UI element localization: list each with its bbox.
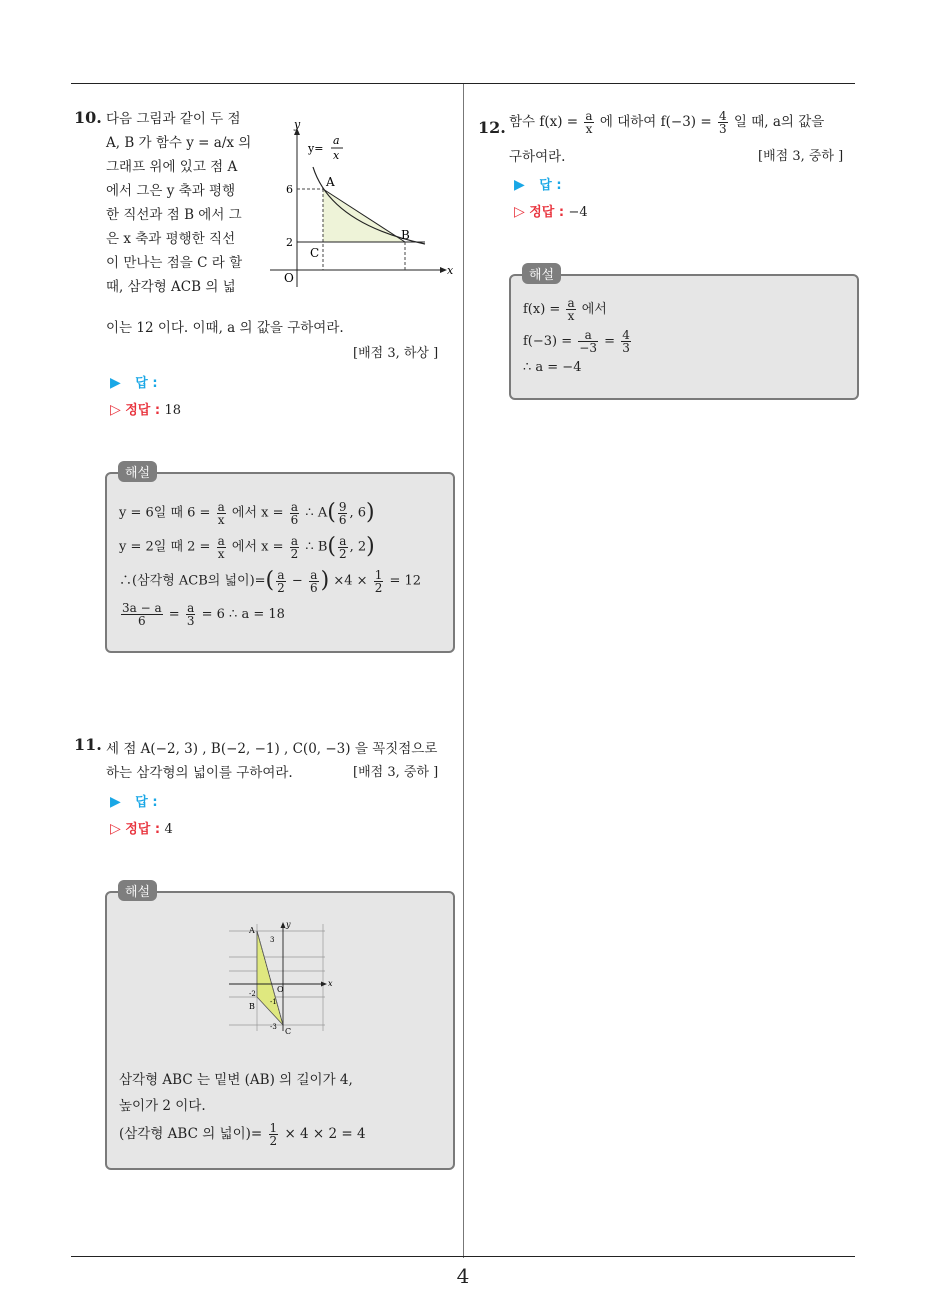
q12-sol-line-1: f(x) = $\frac{a}{x}$ 에서 — [523, 296, 607, 323]
q11-solution-tag: 해설 — [118, 880, 157, 901]
q11-origin: O — [277, 985, 284, 994]
q11-point-b: B — [249, 1002, 255, 1011]
q10-point-b: B — [401, 228, 410, 242]
q11-sol-line-3: (삼각형 ABC 의 넓이)= $\frac{1}{2}$ × 4 × 2 = 4 — [119, 1121, 366, 1148]
q10-sol-line-2: y = 2일 때 2 = $\frac{a}{x}$ 에서 x = $\frac{a}{2}$ ∴ B( $\frac{a}{2}$ , 2) — [119, 533, 375, 561]
footer-rule — [71, 1256, 855, 1257]
q10-point-a: A — [326, 175, 335, 189]
page-number: 4 — [456, 1264, 470, 1288]
q11-points: [배점 3, 중하 ] — [353, 765, 439, 780]
q10-func-d: x — [333, 149, 340, 162]
frac: $\frac{1}{2}$ — [269, 1121, 278, 1148]
frac: $\frac{a}{2}$ — [277, 567, 285, 595]
correct-label: 정답 : — [125, 822, 161, 837]
answer-label: 답 : — [539, 178, 562, 193]
q11-solution-body — [119, 1067, 449, 1147]
answer-label: 답 : — [135, 795, 158, 810]
q10-x-arrow — [440, 267, 447, 273]
column-divider — [463, 84, 464, 1258]
q11-answer-row — [110, 791, 158, 810]
frac: $\frac{a}{6}$ — [309, 567, 318, 595]
q10-line: 다음 그림과 같이 두 점 — [106, 111, 241, 127]
q11-tick-m3: -3 — [270, 1023, 277, 1031]
frac: $\frac{a}{x}$ — [217, 499, 225, 527]
q10-answer-row — [110, 372, 158, 391]
q10-line: 때, 삼각형 ACB 의 넓 — [106, 279, 236, 295]
q10-sol-line-1: y = 6일 때 6 = $\frac{a}{x}$ 에서 x = $\frac{a}{6}$ ∴ A( $\frac{9}{6}$ , 6) — [119, 499, 375, 527]
q12-correct-row — [514, 201, 588, 220]
q10-solution-box — [105, 472, 455, 653]
q11-sol-line-2: 높이가 2 이다. — [119, 1098, 206, 1114]
q10-solution-body — [119, 498, 449, 634]
answer-triangle-icon: ▶ — [514, 177, 525, 193]
frac: $\frac{a}{3}$ — [186, 601, 195, 628]
q11-number: 11. — [74, 735, 102, 754]
q12-solution-box — [509, 274, 859, 400]
q11-point-c: C — [285, 1027, 292, 1036]
q11-solution-box — [105, 891, 455, 1170]
frac: $\frac{9}{6}$ — [338, 499, 347, 527]
q11-tick-3: 3 — [270, 936, 275, 944]
q10-line: 이 만나는 점을 C 라 할 — [106, 255, 243, 271]
q12-answer-value: −4 — [568, 205, 588, 220]
q10-line: A, B 가 함수 y = a/x 의 — [106, 135, 252, 151]
q10-answer-value: 18 — [164, 403, 182, 418]
q10-line: 은 x 축과 평행한 직선 — [106, 231, 236, 247]
answer-label: 답 : — [135, 376, 158, 391]
correct-triangle-icon: ▷ — [110, 821, 121, 837]
q10-point-c: C — [310, 246, 320, 260]
q10-points: [배점 3, 하상 ] — [353, 346, 439, 361]
q12-answer-row — [514, 174, 562, 193]
frac: $\frac{a}{-3}$ — [579, 328, 597, 355]
q11-sol-line-1: 삼각형 ABC 는 밑변 (AB) 의 길이가 4, — [119, 1072, 353, 1088]
q10-line: 에서 그은 y 축과 평행 — [106, 183, 236, 199]
q11-x-label: x — [328, 979, 333, 988]
q12-solution-body — [523, 294, 853, 378]
frac: $\frac{4}{3}$ — [718, 109, 727, 136]
frac: $\frac{a}{x}$ — [567, 296, 575, 323]
q10-y-label: y — [294, 118, 301, 131]
q10-line: 한 직선과 점 B 에서 그 — [106, 207, 242, 223]
q12-sol-line-3: ∴ a = −4 — [523, 360, 582, 375]
q12-solution-tag: 해설 — [522, 263, 561, 284]
q11-graph — [227, 919, 337, 1037]
q12-line-2: 구하여라. — [509, 149, 566, 165]
q12-sol-line-2: f(−3) = $\frac{a}{-3}$ = $\frac{4}{3}$ — [523, 328, 630, 355]
q10-sol-line-3: ∴(삼각형 ACB의 넓이)=( $\frac{a}{2}$ − $\frac{a}{6}$ ) ×4 × $\frac{1}{2}$ = 12 — [119, 567, 422, 595]
q10-text — [106, 107, 266, 299]
frac: $\frac{a}{6}$ — [290, 499, 299, 527]
q10-line: 그래프 위에 있고 점 A — [106, 159, 238, 175]
q11-tick-m1: -1 — [270, 998, 277, 1006]
correct-label: 정답 : — [529, 205, 565, 220]
frac: $\frac{a}{x}$ — [585, 109, 593, 136]
q10-graph — [265, 112, 460, 292]
frac: $\frac{a}{2}$ — [338, 533, 347, 561]
q11-y-label: y — [286, 920, 291, 929]
q12-line-1: 함수 f(x) = $\frac{a}{x}$ 에 대하여 f(−3) = $\frac{4}{3}$ 일 때, a의 값을 — [509, 109, 825, 136]
q12-points: [배점 3, 중하 ] — [758, 149, 844, 164]
q10-number: 10. — [74, 108, 102, 127]
q11-correct-row — [110, 818, 173, 837]
frac: $\frac{1}{2}$ — [374, 567, 383, 595]
q11-tick-m2: -2 — [249, 990, 256, 998]
answer-triangle-icon: ▶ — [110, 794, 121, 810]
q11-y-arrow — [281, 922, 286, 928]
q11-point-a: A — [249, 926, 255, 935]
answer-triangle-icon: ▶ — [110, 375, 121, 391]
q10-func-label: y= — [308, 142, 324, 155]
q11-x-arrow — [321, 982, 327, 987]
q10-func-n: a — [333, 134, 340, 147]
frac: $\frac{3a - a}{6}$ — [122, 601, 162, 628]
correct-triangle-icon: ▷ — [110, 402, 121, 418]
q10-solution-tag: 해설 — [118, 461, 157, 482]
q10-sol-line-4: $\frac{3a - a}{6}$ = $\frac{a}{3}$ = 6 ∴ a = 18 — [122, 601, 285, 628]
frac: $\frac{a}{x}$ — [217, 533, 225, 561]
frac: $\frac{a}{2}$ — [290, 533, 299, 561]
q10-correct-row — [110, 399, 181, 418]
frac: $\frac{4}{3}$ — [622, 328, 630, 355]
q10-tick-6: 6 — [286, 183, 293, 196]
q10-origin: O — [284, 271, 294, 285]
q10-tick-2: 2 — [286, 236, 293, 249]
q11-line-1: 세 점 A(−2, 3) , B(−2, −1) , C(0, −3) 을 꼭짓점으로 — [106, 741, 438, 757]
correct-label: 정답 : — [125, 403, 161, 418]
q10-line-last: 이는 12 이다. 이때, a 의 값을 구하여라. — [106, 320, 344, 336]
q11-line-2: 하는 삼각형의 넓이를 구하여라. — [106, 765, 293, 781]
q10-x-label: x — [447, 264, 454, 277]
correct-triangle-icon: ▷ — [514, 204, 525, 220]
q11-answer-value: 4 — [164, 822, 173, 837]
q12-number: 12. — [478, 118, 506, 137]
